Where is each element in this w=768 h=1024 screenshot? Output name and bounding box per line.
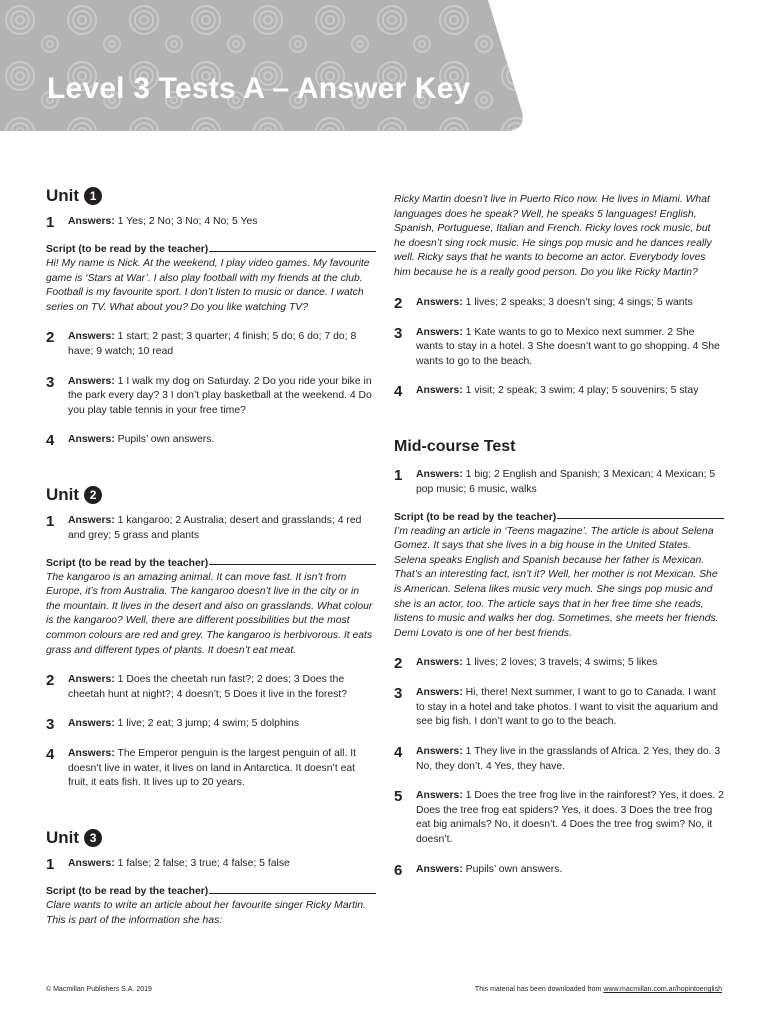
unit-3-item-3-answers: 1 Kate wants to go to Mexico next summer. 2 She wants to stay in a hotel. 3 She doesn’t want to go shopping. 4 She wants to go to the beach. [416, 326, 720, 367]
unit-2-item-2-number: 2 [46, 672, 55, 690]
answers-label: Answers: [416, 657, 463, 669]
unit-2-section [46, 485, 376, 791]
midcourse-item-1 [394, 468, 724, 497]
unit-1-item-2 [46, 330, 376, 359]
unit-1-item-4-answers: Pupils’ own answers. [114, 434, 215, 446]
midcourse-item-4-answers: 1 They live in the grasslands of Africa. 2 Yes, they do. 3 No, they don’t. 4 Yes, they have. [416, 746, 721, 772]
footer-download-note [475, 986, 722, 993]
footer-copyright: © Macmillan Publishers S.A. 2019 [46, 986, 152, 993]
unit-1-item-4 [46, 433, 376, 448]
midcourse-item-5-answers: 1 Does the tree frog live in the rainforest? Yes, it does. 2 Does the tree frog eat spiders? Yes, it does. 3 Does the tree frog eat big animals? No, it doesn’t. 4 Does the tree frog swim? No, it doesn’t. [416, 790, 724, 846]
unit-1-item-2-text [68, 330, 376, 359]
midcourse-item-6 [394, 863, 724, 878]
unit-3-item-1-text [68, 857, 376, 872]
midcourse-item-1-number: 1 [394, 467, 403, 485]
unit-2-item-1-number: 1 [46, 513, 55, 531]
right-column [394, 193, 724, 878]
unit-3-item-2-text [416, 296, 724, 311]
answers-label: Answers: [416, 863, 463, 875]
unit-2-item-4-number: 4 [46, 746, 55, 764]
unit-1-item-2-answers: 1 start; 2 past; 3 quarter; 4 finish; 5 do; 6 do; 7 do; 8 have; 9 watch; 10 read [68, 331, 357, 357]
midcourse-item-2-answers: 1 lives; 2 loves; 3 travels; 4 swims; 5 likes [462, 657, 658, 669]
unit-1-item-2-number: 2 [46, 329, 55, 347]
unit-1-heading [46, 186, 376, 206]
unit-3-label: Unit [46, 828, 80, 848]
unit-3-item-2-answers: 1 lives; 2 speaks; 3 doesn’t sing; 4 sings; 5 wants [462, 296, 693, 308]
banner-swirl-pattern [0, 0, 525, 132]
answers-label: Answers: [416, 746, 463, 758]
midcourse-section [394, 437, 724, 877]
unit-2-item-2-text [68, 673, 376, 702]
unit-3-heading [46, 828, 376, 848]
midcourse-item-5-text [416, 789, 724, 847]
answers-label: Answers: [416, 385, 463, 397]
unit-2-number-badge: 2 [84, 486, 102, 504]
midcourse-item-1-answers: 1 big; 2 English and Spanish; 3 Mexican; 4 Mexican; 5 pop music; 6 music, walks [416, 469, 716, 495]
answers-label: Answers: [68, 858, 115, 870]
page-title: Level 3 Tests A – Answer Key [47, 72, 471, 105]
unit-1-item-3-answers: 1 I walk my dog on Saturday. 2 Do you ride your bike in the park every day? 3 I don’t play basketball at the weekend. 4 Do you play table tennis in your free time? [68, 375, 372, 416]
unit-1-item-1-text [68, 215, 376, 230]
answers-label: Answers: [68, 515, 115, 527]
unit-1-item-3 [46, 375, 376, 419]
script-rule [209, 251, 376, 252]
unit-3-section [46, 828, 376, 928]
unit-3-item-4-text [416, 384, 724, 399]
unit-3-script-continued: Ricky Martin doesn’t live in Puerto Rico now. He lives in Miami. What languages does he speak? Well, he speaks 5 languages! English, Spanish, Portuguese, Italian and French. Ricky loves rock music, but he doesn’t sing rock music. He sings pop music and he dances really well. Ricky says that he wants to become an actor. Everybody loves him because he is a really good person. Do you like Ricky Martin? [394, 194, 712, 278]
unit-2-item-3 [46, 717, 376, 732]
unit-2-item-1 [46, 514, 376, 543]
script-rule [209, 564, 376, 565]
midcourse-item-3 [394, 686, 724, 730]
unit-1-script-label: Script (to be read by the teacher) [46, 244, 209, 255]
midcourse-item-4 [394, 745, 724, 774]
midcourse-item-6-number: 6 [394, 861, 403, 879]
unit-3-item-3-number: 3 [394, 324, 403, 342]
unit-2-item-1-text [68, 514, 376, 543]
midcourse-item-1-text [416, 468, 724, 497]
answers-label: Answers: [68, 434, 115, 446]
unit-2-item-3-text [68, 717, 376, 732]
unit-2-item-4-text [68, 747, 376, 791]
unit-2-item-4 [46, 747, 376, 791]
midcourse-item-3-answers: Hi, there! Next summer, I want to go to Canada. I want to stay in a hotel and take photos. I want to visit the aquarium and see big fish. I don’t want to go to the beach. [416, 687, 719, 728]
unit-3-item-1 [46, 857, 376, 872]
unit-1-item-1-answers: 1 Yes; 2 No; 3 No; 4 No; 5 Yes [114, 216, 258, 227]
unit-1-item-3-number: 3 [46, 373, 55, 391]
unit-2-script-text: The kangaroo is an amazing animal. It can move fast. It isn’t from Europe, it’s from Australia. The kangaroo doesn’t live in the city or in the mountain. It lives in the desert and also on grasslands. What colour is the kangaroo? Well, there are different possibilities but the most common colours are red and grey. The kangaroo is herbivorous. It eats grass and different types of plants. It doesn’t eat meat. [46, 571, 373, 656]
unit-1-label: Unit [46, 186, 80, 205]
unit-2-item-4-answers: The Emperor penguin is the largest penguin of all. It doesn’t live in water, it lives on land in Antarctica. It doesn’t eat fruit, it eats fish. It lives up to 20 years. [68, 748, 357, 789]
midcourse-item-6-text [416, 863, 724, 878]
unit-2-script-label: Script (to be read by the teacher) [46, 557, 209, 569]
unit-2-heading [46, 485, 376, 505]
midcourse-script-label: Script (to be read by the teacher) [394, 511, 557, 523]
midcourse-item-6-answers: Pupils’ own answers. [462, 863, 563, 875]
answers-label: Answers: [68, 718, 115, 730]
unit-1-item-3-text [68, 375, 376, 419]
unit-1-item-1-number: 1 [46, 214, 55, 231]
unit-2-label: Unit [46, 485, 80, 505]
unit-3-item-4-number: 4 [394, 383, 403, 401]
unit-2-item-1-answers: 1 kangaroo; 2 Australia; desert and grasslands; 4 red and grey; 5 grass and plants [68, 515, 362, 541]
unit-3-item-1-number: 1 [46, 856, 55, 874]
unit-3-item-4-answers: 1 visit; 2 speak; 3 swim; 4 play; 5 souvenirs; 5 stay [462, 385, 699, 397]
answers-label: Answers: [416, 296, 463, 308]
unit-2-script-heading [46, 557, 376, 571]
footer-download-text: This material has been downloaded from [474, 986, 604, 993]
unit-2-item-2 [46, 673, 376, 702]
unit-2-item-2-answers: 1 Does the cheetah run fast?; 2 does; 3 Does the cheetah hunt at night?; 4 doesn’t; 5 Does it live in the forest? [68, 674, 347, 700]
midcourse-item-2-text [416, 656, 724, 671]
unit-1-item-4-text [68, 433, 376, 448]
midcourse-item-5 [394, 789, 724, 847]
midcourse-item-2-number: 2 [394, 655, 403, 673]
answers-label: Answers: [68, 674, 115, 686]
footer-download-link[interactable]: www.macmillan.com.ar/hopintoenglish [603, 986, 722, 993]
unit-3-script-label: Script (to be read by the teacher) [46, 886, 209, 898]
answers-label: Answers: [68, 375, 115, 387]
unit-3-script-heading [46, 885, 376, 899]
unit-3-number-badge: 3 [84, 829, 102, 847]
unit-3-item-2-number: 2 [394, 294, 403, 312]
midcourse-item-3-text [416, 686, 724, 730]
unit-3-item-2 [394, 296, 724, 311]
header-banner [0, 0, 525, 132]
unit-1-item-1 [46, 215, 376, 230]
script-rule [557, 518, 724, 519]
midcourse-item-4-number: 4 [394, 744, 403, 762]
midcourse-script-text: I’m reading an article in ‘Teens magazine’. The article is about Selena Gomez. It says that she lives in a big house in the United States. Selena speaks English and Spanish because her father is Mexican. That’s an interesting fact, isn’t it? Well, her mother is not Mexican. She is American. Selena likes music very much. She sings pop music and she is an actor, too. The article says that in her free time she reads, listens to music and walks her dog. Sometimes, she meets her friends. Demi Lovato is one of her best friends. [394, 525, 719, 639]
left-column [46, 186, 376, 928]
unit-1-section [46, 186, 376, 448]
answers-label: Answers: [416, 687, 463, 699]
unit-1-number-badge: 1 [84, 187, 102, 205]
unit-1-item-4-number: 4 [46, 432, 55, 450]
answers-label: Answers: [68, 216, 115, 227]
unit-1-script-heading [46, 243, 376, 257]
answers-label: Answers: [68, 748, 115, 760]
midcourse-heading: Mid-course Test [394, 438, 516, 456]
unit-3-item-4 [394, 384, 724, 399]
unit-1-script-text: Hi! My name is Nick. At the weekend, I play video games. My favourite game is ‘Stars at War’. I also play football with my friends at the club. Football is my favourite sport. I don’t listen to music or dance. I watch series on TV. What about you? Do you like watching TV? [46, 258, 370, 313]
unit-3-script-text: Clare wants to write an article about her favourite singer Ricky Martin. This is part of the information she has: [46, 900, 366, 926]
answers-label: Answers: [416, 326, 463, 338]
midcourse-item-3-number: 3 [394, 685, 403, 703]
midcourse-item-2 [394, 656, 724, 671]
midcourse-item-5-number: 5 [394, 788, 403, 806]
unit-3-item-3-text [416, 326, 724, 370]
unit-2-item-3-number: 3 [46, 716, 55, 734]
answers-label: Answers: [416, 790, 463, 802]
answers-label: Answers: [416, 469, 463, 481]
unit-2-item-3-answers: 1 live; 2 eat; 3 jump; 4 swim; 5 dolphins [114, 718, 300, 730]
answers-label: Answers: [68, 331, 115, 343]
midcourse-script-heading [394, 511, 724, 525]
midcourse-item-4-text [416, 745, 724, 774]
script-rule [209, 893, 376, 894]
unit-3-item-1-answers: 1 false; 2 false; 3 true; 4 false; 5 false [114, 858, 290, 870]
unit-3-item-3 [394, 326, 724, 370]
